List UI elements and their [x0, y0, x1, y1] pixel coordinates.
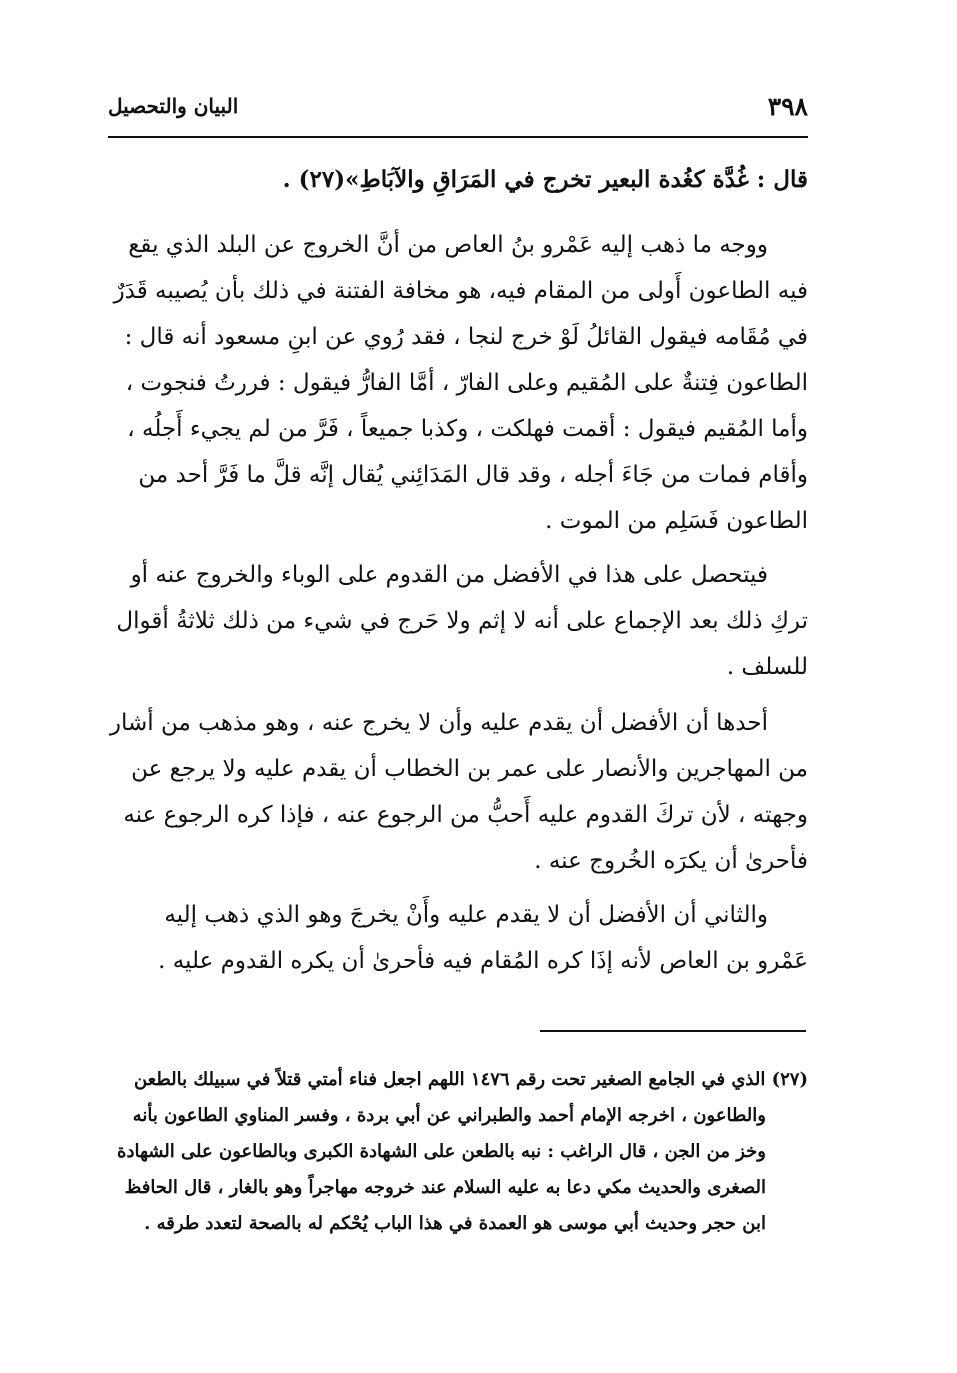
- paragraph-4: [108, 892, 808, 984]
- footnote-text: (٢٧) الذي في الجامع الصغير تحت رقم ١٤٧٦ اللهم اجعل فناء أمتي قتلاً في سبيلك بالطعن والطاعون ، اخرجه الإمام أحمد والطبراني عن أبي بردة ، وفسر المناوي الطاعون بأنه وخز من الجن ، قال الراغب : نبه بالطعن على الشهادة الكبرى وبالطاعون على الشهادة الصغرى والحديث مكي دعا به عليه السلام عند خروجه مهاجراً وهو بالغار ، قال الحافظ ابن حجر وحديث أبي موسى هو العمدة في هذا الباب يُحْكم له بالصحة لتعدد طرقه .: [117, 1069, 808, 1234]
- page-header: [108, 92, 808, 132]
- footnote: [108, 1062, 808, 1242]
- header-rule: [108, 136, 808, 138]
- paragraph-text: ووجه ما ذهب إليه عَمْرو بنُ العاص من أنَّ الخروج عن البلد الذي يقع فيه الطاعون أَولى من المقام فيه، هو مخافة الفتنة في ذلك بأن يُصيبه قَدَرٌ في مُقَامه فيقول القائلُ لَوْ خرج لنجا ، فقد رُوي عن ابنِ مسعود أنه قال : الطاعون فِتنةٌ على المُقيم وعلى الفارّ ، أمَّا الفارُّ فيقول : فررتُ فنجوت ، وأما المُقيم فيقول : أقمت فهلكت ، وكذبا جميعاً ، فَرَّ من لم يجيء أَجلُه ، وأقام فمات من جَاءَ أجله ، وقد قال المَدَائِني يُقال إنَّه قلَّ ما فَرَّ أحد من الطاعون فَسَلِم من الموت .: [113, 232, 808, 534]
- hadith-text: قال : غُدَّة كغُدة البعير تخرج في المَرَاقِ والآبَاطِ»(٢٧) .: [282, 166, 808, 193]
- paragraph-text: فيتحصل على هذا في الأفضل من القدوم على الوباء والخروج عنه أو تركِ ذلك بعد الإجماع على أنه لا إثم ولا حَرج في شيء من ذلك ثلاثةُ أقوال للسلف .: [116, 562, 808, 680]
- paragraph-text: والثاني أن الأفضل أن لا يقدم عليه وأَنْ يخرجَ وهو الذي ذهب إليه عَمْرو بن العاص لأنه إذَا كره المُقام فيه فأحرىٰ أن يكره القدوم عليه .: [158, 902, 808, 974]
- hadith-line: [108, 160, 808, 200]
- paragraph-text: أحدها أن الأفضل أن يقدم عليه وأن لا يخرج عنه ، وهو مذهب من أشار من المهاجرين والأنصار على عمر بن الخطاب أن يقدم عليه ولا يرجع عن وجهته ، لأن تركَ القدوم عليه أَحبُّ من الرجوع عنه ، فإذا كره الرجوع عنه فأحرىٰ أن يكرَه الخُروج عنه .: [109, 710, 808, 874]
- paragraph-3: [108, 700, 808, 884]
- page-number: ٣٩٨: [767, 92, 808, 121]
- footnote-rule: [540, 1030, 806, 1032]
- paragraph-2: [108, 552, 808, 690]
- running-title: البيان والتحصيل: [108, 94, 239, 118]
- paragraph-1: [108, 222, 808, 544]
